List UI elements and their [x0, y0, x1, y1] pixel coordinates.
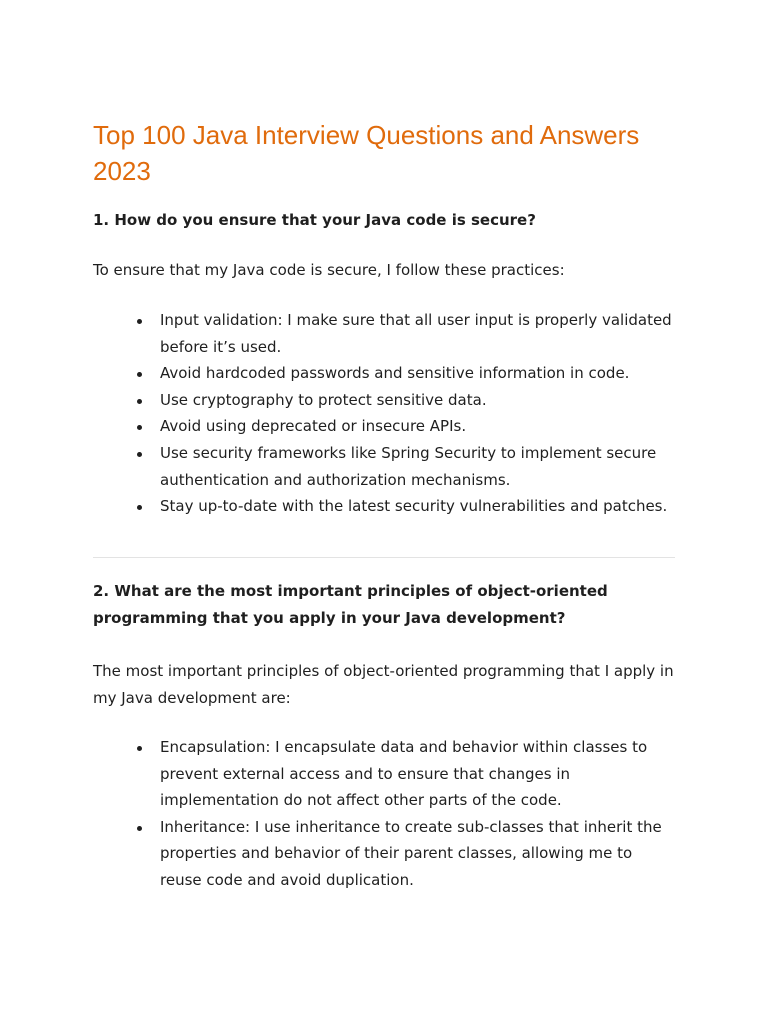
question-2-heading: 2. What are the most important principles of object-oriented programming that you apply in your Java development?: [93, 582, 608, 627]
question-1-bullet-list: [93, 307, 675, 520]
list-item: Avoid using deprecated or insecure APIs.: [93, 413, 675, 440]
question-2-intro: The most important principles of object-oriented programming that I apply in my Java development are:: [93, 662, 674, 707]
list-item: Input validation: I make sure that all user input is properly validated before it’s used.: [93, 307, 675, 360]
question-1-intro: To ensure that my Java code is secure, I follow these practices:: [93, 261, 565, 279]
section-divider: [93, 557, 675, 558]
question-2-bullet-list: [93, 734, 675, 894]
list-item: Avoid hardcoded passwords and sensitive information in code.: [93, 360, 675, 387]
list-item: Inheritance: I use inheritance to create sub-classes that inherit the properties and behavior of their parent classes, allowing me to reuse code and avoid duplication.: [93, 814, 675, 894]
list-item: Use security frameworks like Spring Security to implement secure authentication and authorization mechanisms.: [93, 440, 675, 493]
list-item: Use cryptography to protect sensitive data.: [93, 387, 675, 414]
question-1-heading: 1. How do you ensure that your Java code is secure?: [93, 211, 536, 229]
list-item: Stay up-to-date with the latest security vulnerabilities and patches.: [93, 493, 675, 520]
list-item: Encapsulation: I encapsulate data and behavior within classes to prevent external access and to ensure that changes in implementation do not affect other parts of the code.: [93, 734, 675, 814]
document-title: Top 100 Java Interview Questions and Answers 2023: [93, 120, 640, 186]
